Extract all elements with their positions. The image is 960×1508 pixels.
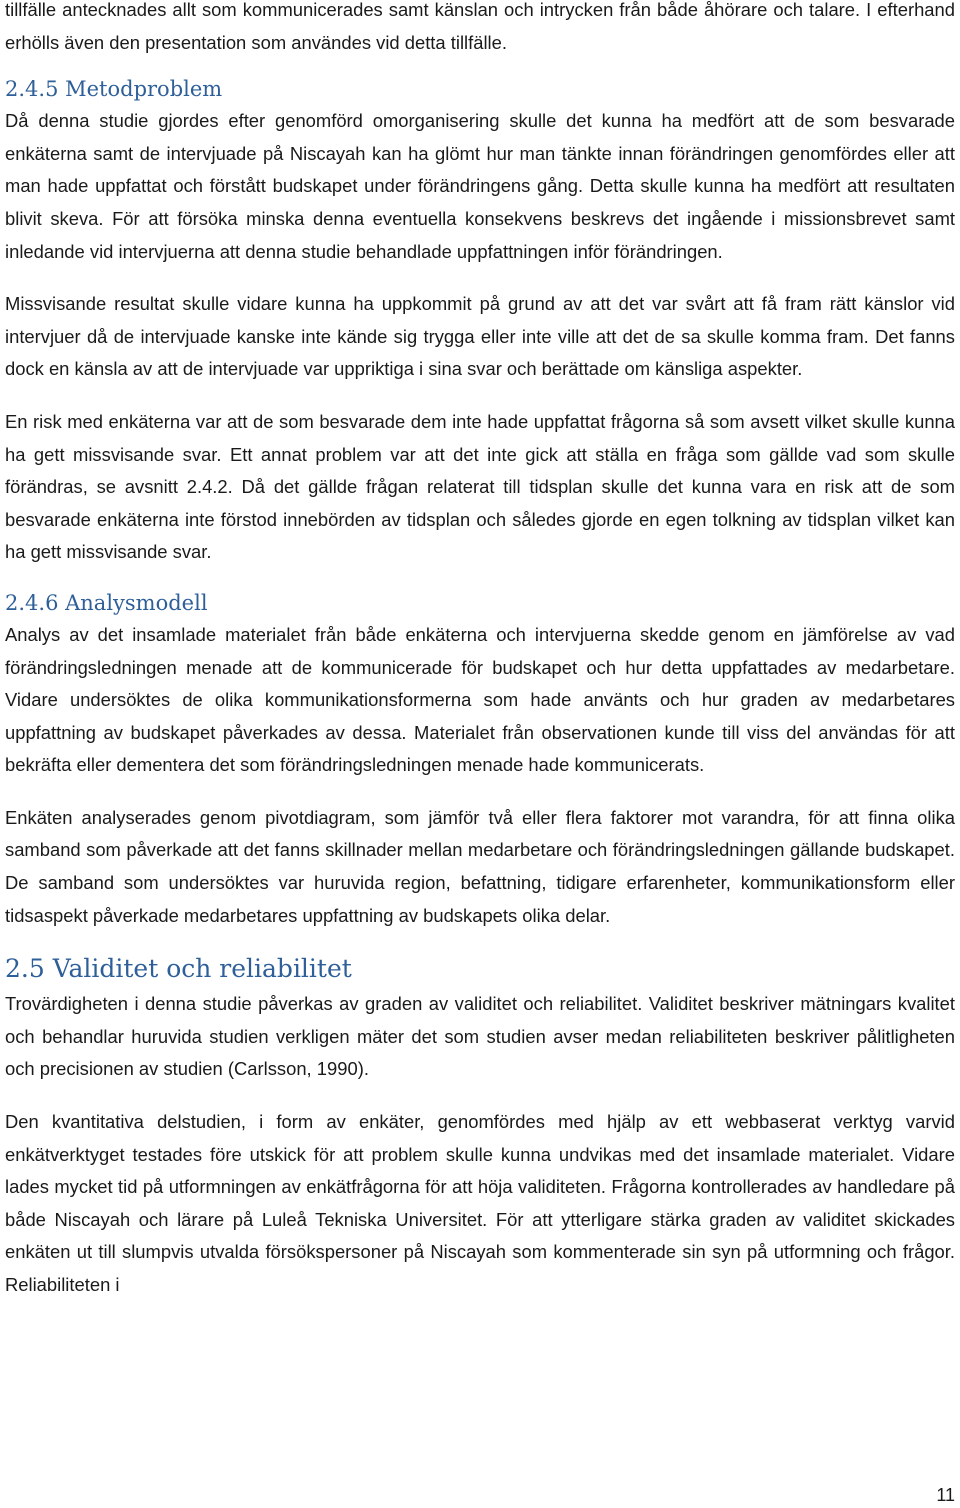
paragraph-analysmodell-1: Analys av det insamlade materialet från både enkäterna och intervjuerna skedde genom en jämförelse av vad förändringsledningen menade att de kommunicerade för budskapet och hur detta uppfattades av medarbetare. Vidare undersöktes de olika kommunikationsformerna som hade använts och hur graden av medarbetares uppfattning av budskapet påverkades av dessa. Materialet från observationen kunde till viss del användas för att bekräfta eller dementera det som förändringsledningen menade hade kommunicerats. (5, 623, 955, 776)
heading-metodproblem: 2.4.5 Metodproblem (5, 77, 223, 102)
document-page (5, 0, 955, 1302)
page-number: 11 (936, 1485, 955, 1505)
paragraph-analysmodell-2: Enkäten analyserades genom pivotdiagram, som jämför två eller flera faktorer mot varandra, för att finna olika samband som påverkade att det fanns skillnader mellan medarbetare och förändringsledningen gällande budskapet. De samband som undersöktes var huruvida region, befattning, tidigare erfarenheter, kommunikationsform eller tidsaspekt påverkade medarbetares uppfattning av budskapets olika delar. (5, 806, 955, 926)
paragraph-validitet-1: Trovärdigheten i denna studie påverkas av graden av validitet och reliabilitet. Validitet beskriver mätningars kvalitet och behandlar huruvida studien verkligen mäter det som studien avser medan reliabiliteten beskriver pålitligheten och precisionen av studien (Carlsson, 1990). (5, 993, 955, 1080)
heading-analysmodell: 2.4.6 Analysmodell (5, 590, 208, 615)
paragraph-metodproblem-3: En risk med enkäterna var att de som besvarade dem inte hade uppfattat frågorna så som avsett vilket skulle kunna ha gett missvisande svar. Ett annat problem var att det inte gick att ställa en fråga som gällde vad som skulle förändras, se avsnitt 2.4.2. Då det gällde frågan relaterat till tidsplan skulle det kunna vara en risk att de som besvarade enkäterna inte förstod innebörden av tidsplan och således gjorde en egen tolkning av tidsplan vilket kan ha gett missvisande svar. (5, 410, 955, 563)
paragraph-metodproblem-2: Missvisande resultat skulle vidare kunna ha uppkommit på grund av att det var svårt att få fram rätt känslor vid intervjuer då de intervjuade kanske inte kände sig trygga eller inte ville att det de sa skulle komma fram. Det fanns dock en känsla av att de intervjuade var uppriktiga i sina svar och berättade om känsliga aspekter. (5, 293, 955, 380)
paragraph-metodproblem-1: Då denna studie gjordes efter genomförd omorganisering skulle det kunna ha medfört att de som besvarade enkäterna samt de intervjuade på Niscayah kan ha glömt hur man tänkte innan förändringen genomfördes eller att man hade uppfattat och förstått budskapet under förändringens gång. Detta skulle kunna ha medfört att resultaten blivit skeva. För att försöka minska denna eventuella konsekvens beskrevs det ingående i missionsbrevet samt inledande vid intervjuerna att denna studie behandlade uppfattningen inför förändringen. (5, 110, 955, 262)
paragraph-validitet-2: Den kvantitativa delstudien, i form av enkäter, genomfördes med hjälp av ett webbaserat verktyg varvid enkätverktyget testades före utskick för att problem skulle kunna undvikas med det insamlade materialet. Vidare lades mycket tid på utformningen av enkätfrågorna för att höja validiteten. Frågorna kontrollerades av handledare på både Niscayah och lärare på Luleå Tekniska Universitet. För att ytterligare stärka graden av validitet skickades enkäten ut till slumpvis utvalda försökspersoner på Niscayah som kommenterade sin syn på utformning och frågor. Reliabiliteten i (5, 1111, 955, 1295)
paragraph-intro-continuation: tillfälle antecknades allt som kommunicerades samt känslan och intrycken från både åhörare och talare. I efterhand erhölls även den presentation som användes vid detta tillfälle. (5, 0, 955, 53)
heading-validitet-reliabilitet: 2.5 Validitet och reliabilitet (5, 954, 352, 984)
